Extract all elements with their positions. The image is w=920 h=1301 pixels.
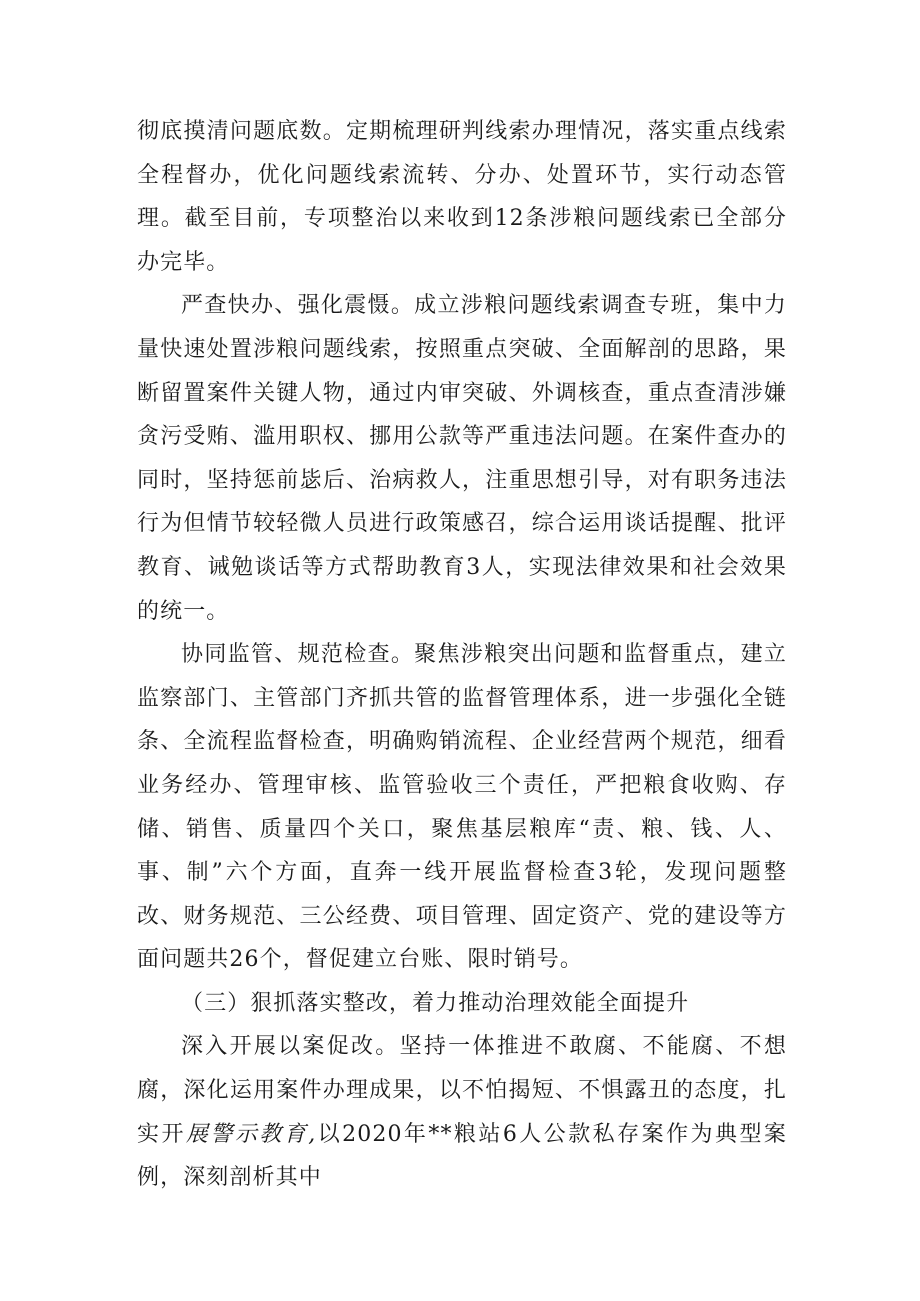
case-reform-text-end: 以2020年**粮站6人公款私存案作为典型案例，深刻剖析其中 (137, 1121, 788, 1191)
document-body (137, 110, 787, 1200)
paragraph-strict-investigation: 严查快办、强化震慑。成立涉粮问题线索调查专班，集中力量快速处置涉粮问题线索，按照重点突破、全面解剖的思路，果断留置案件关键人物，通过内审突破、外调核查，重点查清涉嫌贪污受贿、滥用职权、挪用公款等严重违法问题。在案件查办的同时，坚持惩前毖后、治病救人，注重思想引导，对有职务违法行为但情节较轻微人员进行政策感召，综合运用谈话提醒、批评教育、诫勉谈话等方式帮助教育3人，实现法律效果和社会效果的统一。 (137, 293, 787, 624)
paragraph-clue-verification: 彻底摸清问题底数。定期梳理研判线索办理情况，落实重点线索全程督办，优化问题线索流转、分办、处置环节，实行动态管理。截至目前，专项整治以来收到12条涉粮问题线索已全部分办完毕。 (137, 119, 787, 275)
paragraph-case-reform (137, 1025, 787, 1199)
section-heading: （三）狠抓落实整改，着力推动治理效能全面提升 (181, 990, 690, 1016)
case-reform-emphasis: 展警示教育, (185, 1121, 317, 1147)
paragraph-joint-supervision: 协同监管、规范检查。聚焦涉粮突出问题和监督重点，建立监察部门、主管部门齐抓共管的监督管理体系，进一步强化全链条、全流程监督检查，明确购销流程、企业经营两个规范，细看业务经办、管理审核、监管验收三个责任，严把粮食收购、存储、销售、质量四个关口，聚焦基层粮库“责、粮、钱、人、事、制”六个方面，直奔一线开展监督检查3轮，发现问题整改、财务规范、三公经费、项目管理、固定资产、党的建设等方面问题共26个，督促建立台账、限时销号。 (137, 642, 787, 973)
case-reform-text-start: 深入开展以案促改。坚持一体推进不敢腐、不能腐、不想腐，深化运用案件办理成果，以不怕揭短、不惧露丑的态度，扎实开 (137, 1034, 787, 1147)
